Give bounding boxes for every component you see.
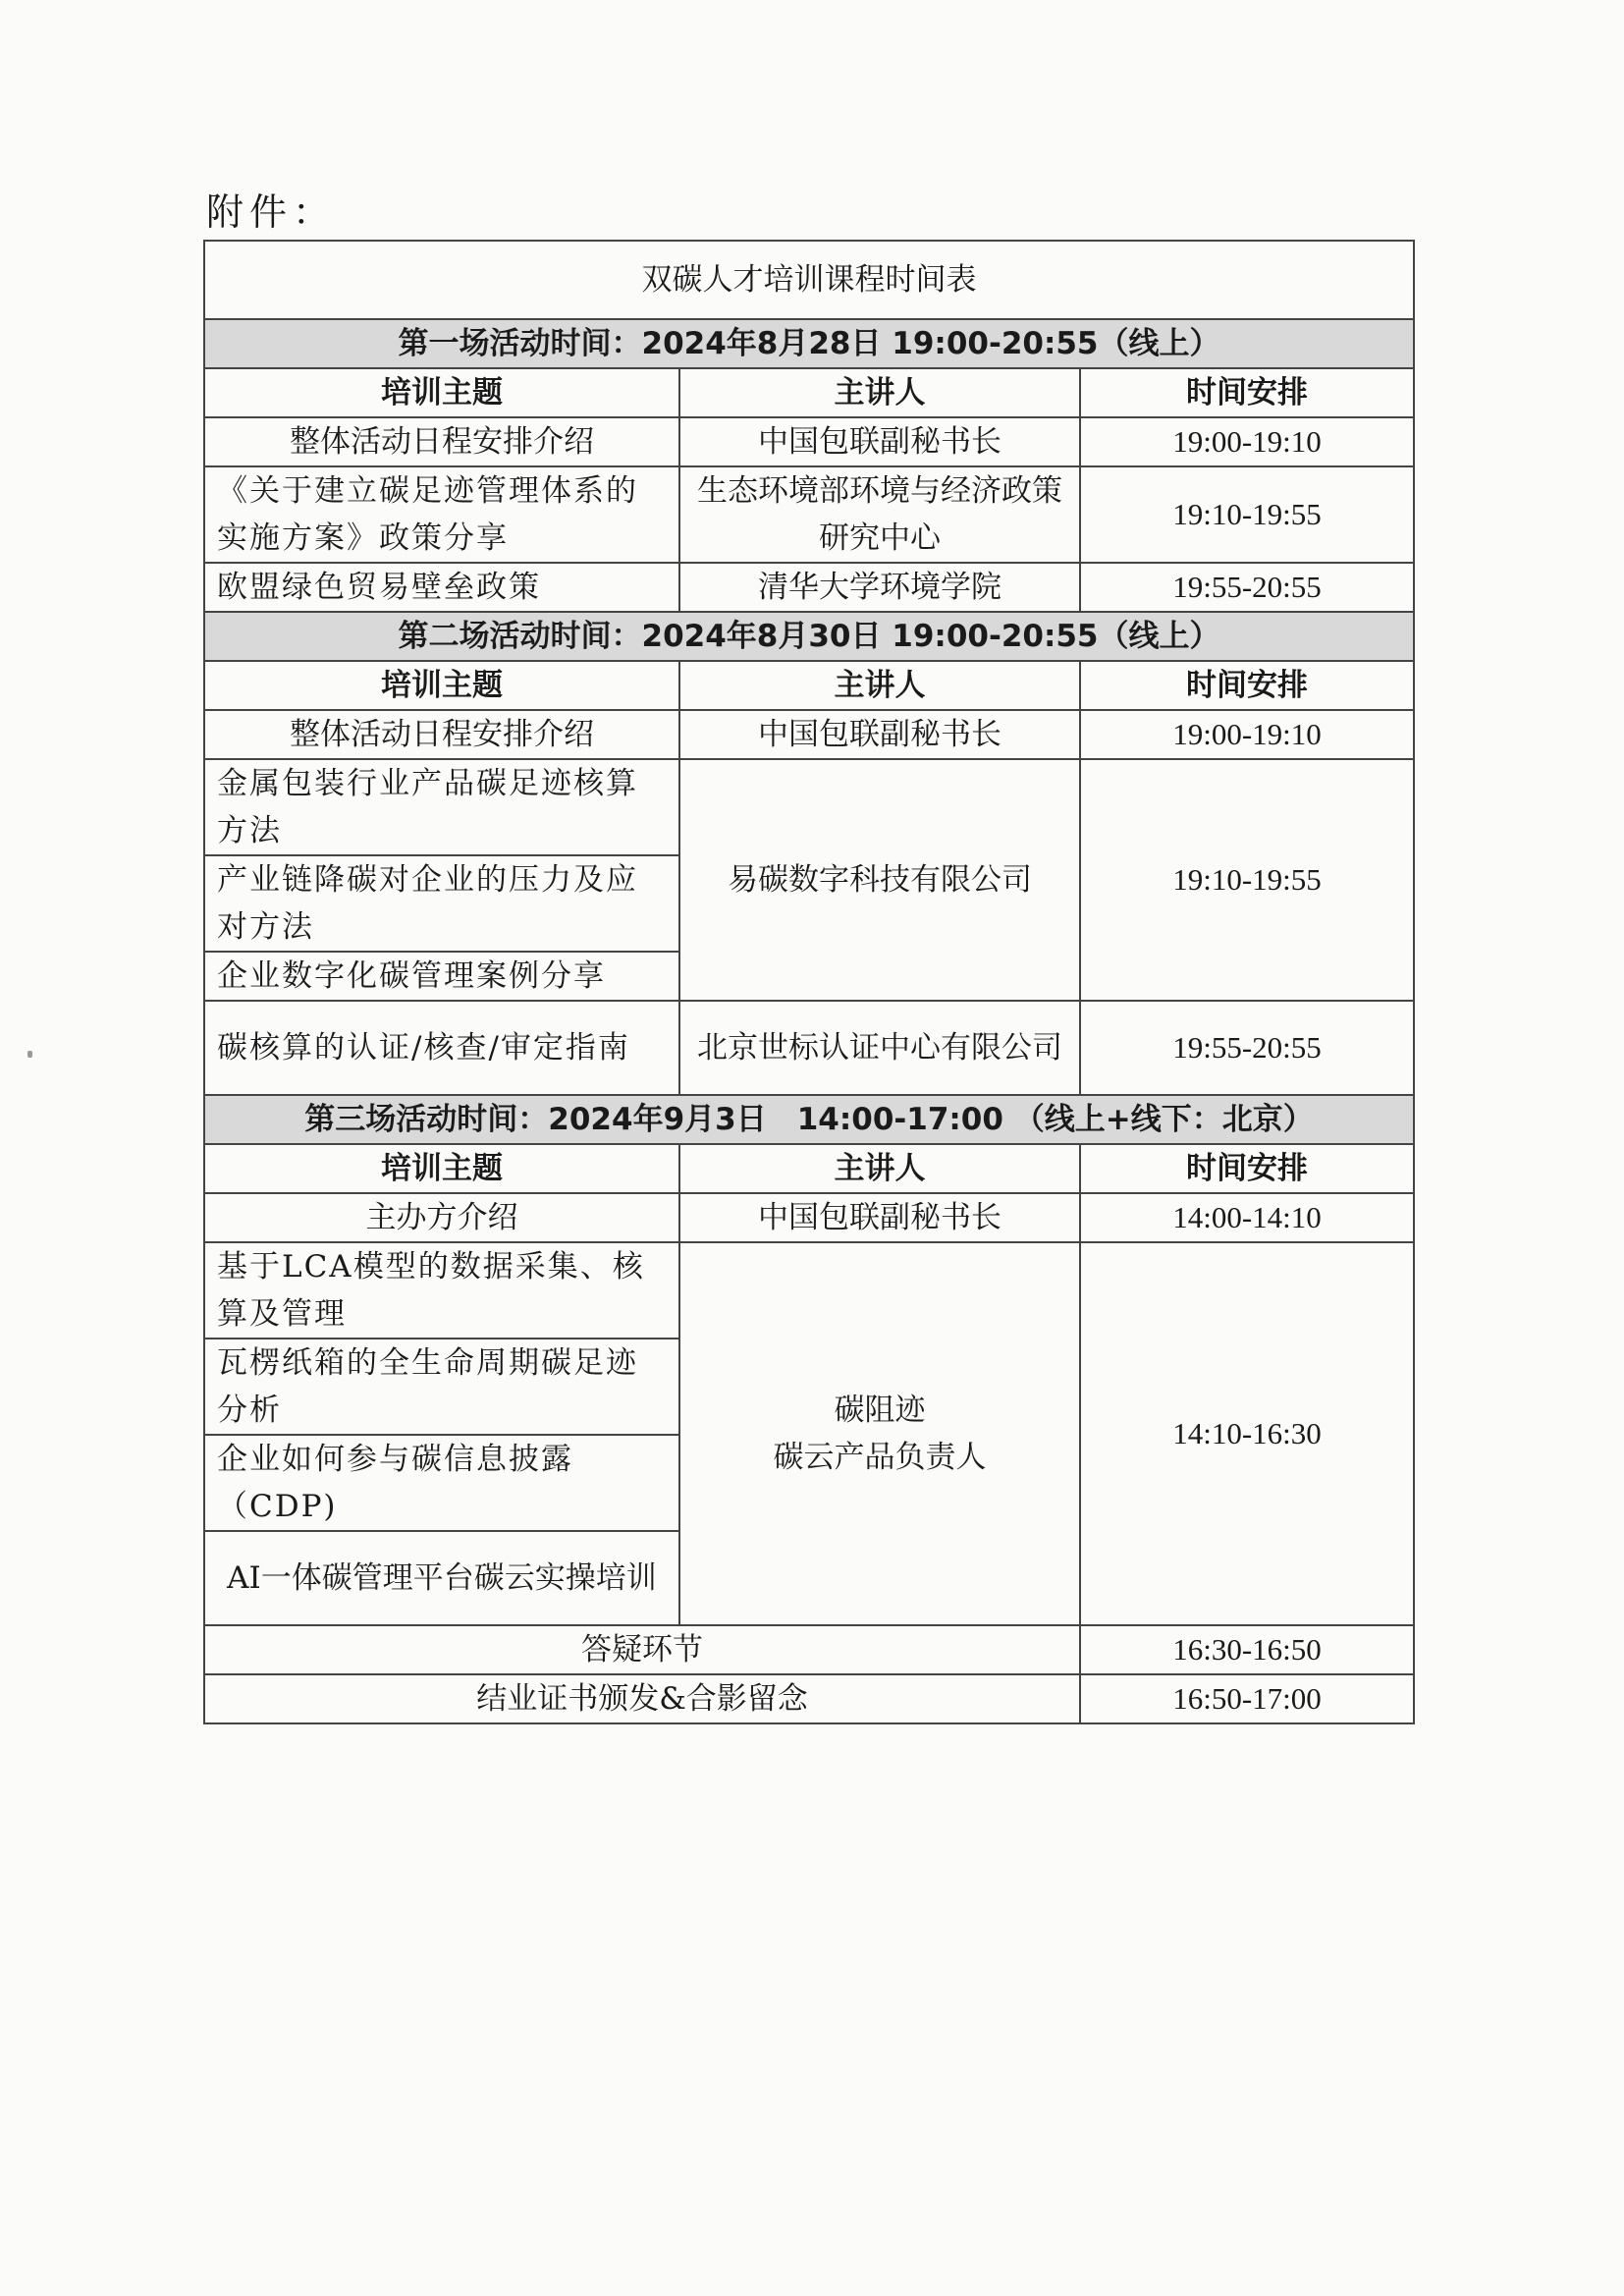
time-cell: 19:55-20:55 [1080, 1001, 1414, 1095]
time-cell: 19:10-19:55 [1080, 759, 1414, 1001]
speaker-cell: 中国包联副秘书长 [679, 1193, 1080, 1242]
header-speaker: 主讲人 [679, 368, 1080, 417]
topic-cell: 欧盟绿色贸易壁垒政策 [204, 563, 679, 612]
topic-cell: 整体活动日程安排介绍 [204, 710, 679, 759]
table-row [204, 710, 1414, 759]
table-row [204, 466, 1414, 563]
header-topic: 培训主题 [204, 368, 679, 417]
table-title: 双碳人才培训课程时间表 [204, 241, 1414, 319]
topic-cell: 瓦楞纸箱的全生命周期碳足迹分析 [204, 1339, 679, 1435]
table-row [204, 1242, 1414, 1339]
table-row [204, 563, 1414, 612]
session-2-heading: 第二场活动时间：2024年8月30日 19:00-20:55（线上） [204, 612, 1414, 661]
time-cell: 14:10-16:30 [1080, 1242, 1414, 1625]
header-topic: 培训主题 [204, 661, 679, 710]
time-cell: 16:30-16:50 [1080, 1625, 1414, 1674]
time-cell: 16:50-17:00 [1080, 1674, 1414, 1723]
table-row [204, 1193, 1414, 1242]
session-1-heading: 第一场活动时间：2024年8月28日 19:00-20:55（线上） [204, 319, 1414, 368]
speaker-cell: 易碳数字科技有限公司 [679, 759, 1080, 1001]
header-speaker: 主讲人 [679, 661, 1080, 710]
header-time: 时间安排 [1080, 661, 1414, 710]
closing-cell: 结业证书颁发&合影留念 [204, 1674, 1080, 1723]
qa-cell: 答疑环节 [204, 1625, 1080, 1674]
speaker-cell: 中国包联副秘书长 [679, 710, 1080, 759]
time-cell: 19:00-19:10 [1080, 417, 1414, 466]
topic-cell: 主办方介绍 [204, 1193, 679, 1242]
speaker-role: 碳云产品负责人 [773, 1440, 987, 1475]
header-time: 时间安排 [1080, 368, 1414, 417]
scan-speck [27, 1051, 32, 1058]
table-row [204, 1625, 1414, 1674]
topic-cell: 企业数字化碳管理案例分享 [204, 952, 679, 1001]
speaker-cell: 清华大学环境学院 [679, 563, 1080, 612]
time-cell: 19:00-19:10 [1080, 710, 1414, 759]
topic-cell: 金属包装行业产品碳足迹核算方法 [204, 759, 679, 855]
header-speaker: 主讲人 [679, 1144, 1080, 1193]
speaker-cell [679, 1242, 1080, 1625]
table-row [204, 417, 1414, 466]
speaker-org: 碳阻迹 [834, 1393, 926, 1428]
header-time: 时间安排 [1080, 1144, 1414, 1193]
topic-cell: 基于LCA模型的数据采集、核算及管理 [204, 1242, 679, 1339]
table-row [204, 1674, 1414, 1723]
topic-cell: 企业如何参与碳信息披露（CDP) [204, 1435, 679, 1531]
topic-cell: AI一体碳管理平台碳云实操培训 [204, 1531, 679, 1625]
time-cell: 14:00-14:10 [1080, 1193, 1414, 1242]
table-row [204, 759, 1414, 855]
topic-cell: 产业链降碳对企业的压力及应对方法 [204, 855, 679, 952]
attachment-label: 附件： [206, 191, 337, 234]
topic-cell: 整体活动日程安排介绍 [204, 417, 679, 466]
speaker-cell: 生态环境部环境与经济政策研究中心 [679, 466, 1080, 563]
header-topic: 培训主题 [204, 1144, 679, 1193]
topic-cell: 碳核算的认证/核查/审定指南 [204, 1001, 679, 1095]
time-cell: 19:55-20:55 [1080, 563, 1414, 612]
session-3-heading: 第三场活动时间：2024年9月3日 14:00-17:00 （线上+线下：北京） [204, 1095, 1414, 1144]
speaker-cell: 北京世标认证中心有限公司 [679, 1001, 1080, 1095]
time-cell: 19:10-19:55 [1080, 466, 1414, 563]
schedule-table [203, 240, 1415, 1724]
speaker-cell: 中国包联副秘书长 [679, 417, 1080, 466]
topic-cell: 《关于建立碳足迹管理体系的实施方案》政策分享 [204, 466, 679, 563]
table-row [204, 1001, 1414, 1095]
